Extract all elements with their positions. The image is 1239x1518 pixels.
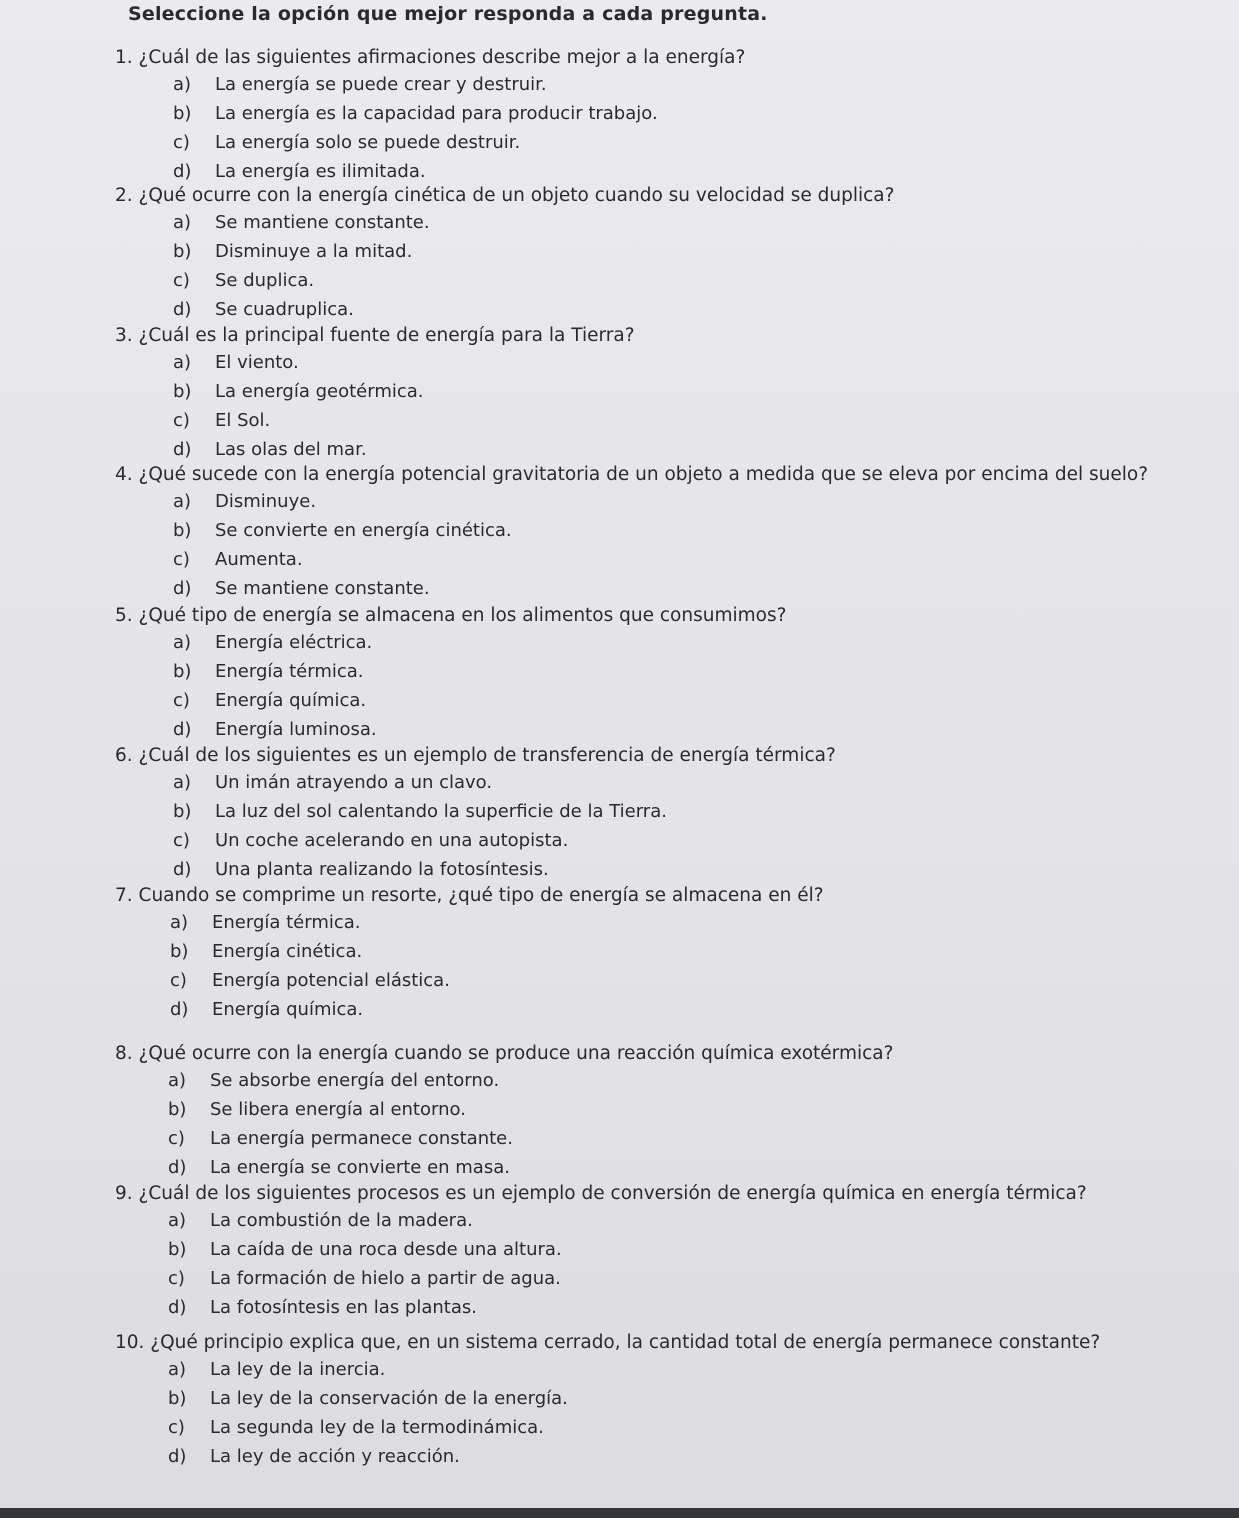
option-letter: b) [168,1099,187,1120]
question-7-text: 7. Cuando se comprime un resorte, ¿qué tipo de energía se almacena en él? [115,885,824,906]
option-letter: b) [173,801,192,822]
option-text: Una planta realizando la fotosíntesis. [215,859,549,880]
question-10-option-c[interactable] [168,1415,544,1441]
option-letter: c) [173,410,190,431]
option-text: Energía térmica. [212,912,361,933]
option-letter: b) [168,1239,187,1260]
option-text: Un imán atrayendo a un clavo. [215,772,493,793]
question-3-option-b[interactable] [173,379,424,405]
option-text: La caída de una roca desde una altura. [210,1239,562,1260]
question-3-option-a[interactable] [173,350,299,376]
option-letter: c) [173,690,190,711]
option-letter: d) [173,859,192,880]
option-letter: a) [173,772,192,793]
option-text: Disminuye. [215,491,317,512]
option-letter: a) [170,912,189,933]
option-text: Se libera energía al entorno. [210,1099,466,1120]
option-letter: c) [173,270,190,291]
option-letter: b) [170,941,189,962]
option-letter: d) [173,578,192,599]
question-2-option-d[interactable] [173,297,354,323]
option-text: El viento. [215,352,299,373]
option-letter: a) [168,1070,187,1091]
page-bottom-edge [0,1508,1239,1518]
question-6-text: 6. ¿Cuál de los siguientes es un ejemplo de transferencia de energía térmica? [115,745,836,766]
option-text: Se mantiene constante. [215,212,430,233]
question-5-text: 5. ¿Qué tipo de energía se almacena en los alimentos que consumimos? [115,605,787,626]
option-letter: b) [173,661,192,682]
question-10-option-b[interactable] [168,1386,568,1412]
option-text: Se convierte en energía cinética. [215,520,512,541]
question-2-text: 2. ¿Qué ocurre con la energía cinética de un objeto cuando su velocidad se duplica? [115,185,895,206]
question-10-text: 10. ¿Qué principio explica que, en un sistema cerrado, la cantidad total de energía permanece constante? [115,1332,1101,1353]
question-6-option-a[interactable] [173,770,492,796]
option-letter: d) [168,1157,187,1178]
option-letter: a) [173,632,192,653]
option-letter: a) [168,1210,187,1231]
option-text: Disminuye a la mitad. [215,241,413,262]
option-text: Energía química. [215,690,367,711]
option-letter: b) [173,103,192,124]
option-letter: c) [173,132,190,153]
option-letter: d) [168,1446,187,1467]
question-1-option-d[interactable] [173,159,426,185]
option-letter: c) [168,1128,185,1149]
question-4-option-c[interactable] [173,547,303,573]
option-letter: b) [173,381,192,402]
question-9-option-b[interactable] [168,1237,562,1263]
question-4-option-d[interactable] [173,576,430,602]
question-7-option-b[interactable] [170,939,362,965]
worksheet-title: Seleccione la opción que mejor responda a cada pregunta. [128,3,768,25]
question-9-option-c[interactable] [168,1266,561,1292]
question-10-option-a[interactable] [168,1357,385,1383]
question-5-option-b[interactable] [173,659,364,685]
option-letter: d) [173,439,192,460]
option-letter: c) [170,970,187,991]
option-text: La energía solo se puede destruir. [215,132,521,153]
question-8-option-b[interactable] [168,1097,466,1123]
option-text: La energía se convierte en masa. [210,1157,510,1178]
option-letter: c) [173,830,190,851]
question-8-option-c[interactable] [168,1126,513,1152]
question-2-option-c[interactable] [173,268,314,294]
question-9-text: 9. ¿Cuál de los siguientes procesos es un ejemplo de conversión de energía química en energía térmica? [115,1183,1087,1204]
option-text: La combustión de la madera. [210,1210,473,1231]
option-letter: a) [173,491,192,512]
option-text: La energía es la capacidad para producir trabajo. [215,103,658,124]
option-text: Energía eléctrica. [215,632,373,653]
question-3-text: 3. ¿Cuál es la principal fuente de energía para la Tierra? [115,325,635,346]
question-9-option-d[interactable] [168,1295,477,1321]
option-letter: b) [168,1388,187,1409]
question-9-option-a[interactable] [168,1208,473,1234]
question-5-option-c[interactable] [173,688,366,714]
option-text: Se mantiene constante. [215,578,430,599]
question-3-option-d[interactable] [173,437,367,463]
option-letter: a) [168,1359,187,1380]
option-text: Se duplica. [215,270,315,291]
option-text: La energía geotérmica. [215,381,424,402]
option-letter: b) [173,520,192,541]
option-letter: c) [168,1268,185,1289]
question-3-option-c[interactable] [173,408,270,434]
question-8-option-a[interactable] [168,1068,499,1094]
question-2-option-b[interactable] [173,239,412,265]
option-letter: c) [173,549,190,570]
option-text: La energía es ilimitada. [215,161,426,182]
option-text: Las olas del mar. [215,439,367,460]
option-text: Se cuadruplica. [215,299,354,320]
option-text: Energía luminosa. [215,719,377,740]
option-letter: d) [173,161,192,182]
option-letter: d) [173,299,192,320]
question-5-option-d[interactable] [173,717,377,743]
option-text: La energía se puede crear y destruir. [215,74,547,95]
option-text: Energía química. [212,999,364,1020]
question-6-option-c[interactable] [173,828,568,854]
option-text: Energía térmica. [215,661,364,682]
option-letter: d) [170,999,189,1020]
option-text: La energía permanece constante. [210,1128,513,1149]
question-1-option-a[interactable] [173,72,547,98]
option-text: Aumenta. [215,549,303,570]
option-text: La formación de hielo a partir de agua. [210,1268,561,1289]
question-6-option-b[interactable] [173,799,667,825]
question-10-option-d[interactable] [168,1444,460,1470]
question-1-text: 1. ¿Cuál de las siguientes afirmaciones describe mejor a la energía? [115,47,746,68]
question-1-option-b[interactable] [173,101,658,127]
option-letter: c) [168,1417,185,1438]
question-4-option-b[interactable] [173,518,512,544]
question-2-option-a[interactable] [173,210,430,236]
question-8-option-d[interactable] [168,1155,510,1181]
option-text: La luz del sol calentando la superficie de la Tierra. [215,801,667,822]
option-text: El Sol. [215,410,271,431]
option-letter: d) [173,719,192,740]
option-text: La ley de acción y reacción. [210,1446,460,1467]
question-6-option-d[interactable] [173,857,549,883]
option-text: Se absorbe energía del entorno. [210,1070,500,1091]
option-text: La segunda ley de la termodinámica. [210,1417,544,1438]
question-7-option-a[interactable] [170,910,361,936]
question-4-option-a[interactable] [173,489,316,515]
question-8-text: 8. ¿Qué ocurre con la energía cuando se produce una reacción química exotérmica? [115,1043,894,1064]
option-text: La ley de la conservación de la energía. [210,1388,568,1409]
option-letter: d) [168,1297,187,1318]
option-letter: a) [173,212,192,233]
option-text: La ley de la inercia. [210,1359,386,1380]
option-text: Energía potencial elástica. [212,970,450,991]
option-text: Un coche acelerando en una autopista. [215,830,569,851]
question-7-option-d[interactable] [170,997,363,1023]
question-5-option-a[interactable] [173,630,372,656]
option-text: La fotosíntesis en las plantas. [210,1297,477,1318]
question-1-option-c[interactable] [173,130,520,156]
question-7-option-c[interactable] [170,968,450,994]
option-letter: a) [173,74,192,95]
option-letter: b) [173,241,192,262]
option-text: Energía cinética. [212,941,363,962]
option-letter: a) [173,352,192,373]
question-4-text: 4. ¿Qué sucede con la energía potencial gravitatoria de un objeto a medida que se eleva por encima del suelo? [115,464,1149,485]
